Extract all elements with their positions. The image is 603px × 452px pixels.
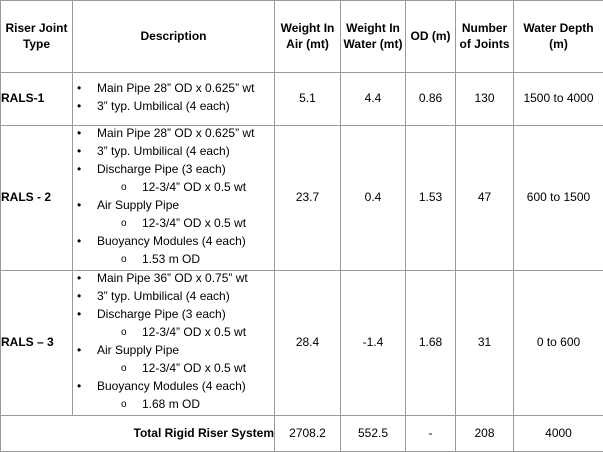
sub-bullet-icon: o xyxy=(121,253,127,266)
description-subitem-text: 1.68 m OD xyxy=(142,397,200,411)
description-item-text: Discharge Pipe (3 each) xyxy=(97,162,226,176)
water-depth-cell: 0 to 600 xyxy=(514,271,603,416)
riser-type-cell: RALS - 2 xyxy=(1,126,73,271)
description-list xyxy=(73,271,274,415)
description-subitem xyxy=(73,216,274,234)
bullet-icon: • xyxy=(77,144,81,160)
header-number-of-joints xyxy=(456,1,514,73)
description-subitem-text: 12-3/4” OD x 0.5 wt xyxy=(142,361,246,375)
description-item xyxy=(73,234,274,252)
description-cell xyxy=(73,271,275,416)
description-item xyxy=(73,289,274,307)
header-weight-in-water xyxy=(341,1,406,73)
weight-in-air-cell: 23.7 xyxy=(275,126,341,271)
bullet-icon: • xyxy=(77,343,81,359)
description-item xyxy=(73,144,274,162)
description-item-text: Buoyancy Modules (4 each) xyxy=(97,379,246,393)
header-weight-in-water-text: Weight In Water (mt) xyxy=(341,21,405,52)
total-water-depth: 4000 xyxy=(514,416,603,452)
number-of-joints-cell: 130 xyxy=(456,73,514,126)
description-item xyxy=(73,271,274,289)
bullet-icon: • xyxy=(77,198,81,214)
header-description-text: Description xyxy=(73,29,274,45)
description-item-text: Buoyancy Modules (4 each) xyxy=(97,234,246,248)
header-weight-in-air-text: Weight In Air (mt) xyxy=(275,21,340,52)
description-item xyxy=(73,307,274,325)
description-item-text: Discharge Pipe (3 each) xyxy=(97,307,226,321)
header-row xyxy=(1,1,603,73)
description-item-text: Main Pipe 28” OD x 0.625” wt xyxy=(97,126,254,140)
weight-in-water-cell: 4.4 xyxy=(341,73,406,126)
header-number-of-joints-text: Number of Joints xyxy=(456,21,513,52)
bullet-icon: • xyxy=(77,126,81,142)
bullet-icon: • xyxy=(77,99,81,115)
od-cell: 1.68 xyxy=(406,271,456,416)
table-row-rals-3 xyxy=(1,271,603,416)
table-row-rals-2 xyxy=(1,126,603,271)
description-item xyxy=(73,343,274,361)
bullet-icon: • xyxy=(77,307,81,323)
total-od: - xyxy=(406,416,456,452)
description-item xyxy=(73,126,274,144)
bullet-icon: • xyxy=(77,271,81,287)
description-subitem xyxy=(73,397,274,415)
header-weight-in-air xyxy=(275,1,341,73)
table-row-rals-1 xyxy=(1,73,603,126)
od-cell: 0.86 xyxy=(406,73,456,126)
description-item-text: 3” typ. Umbilical (4 each) xyxy=(97,289,230,303)
description-subitem xyxy=(73,252,274,270)
riser-type-cell: RALS-1 xyxy=(1,73,73,126)
sub-bullet-icon: o xyxy=(121,217,127,230)
weight-in-water-cell: 0.4 xyxy=(341,126,406,271)
sub-bullet-icon: o xyxy=(121,362,127,375)
number-of-joints-cell: 31 xyxy=(456,271,514,416)
sub-bullet-icon: o xyxy=(121,181,127,194)
description-item xyxy=(73,81,274,99)
sub-bullet-icon: o xyxy=(121,326,127,339)
weight-in-air-cell: 28.4 xyxy=(275,271,341,416)
description-subitem xyxy=(73,180,274,198)
header-description xyxy=(73,1,275,73)
water-depth-cell: 600 to 1500 xyxy=(514,126,603,271)
header-water-depth-text: Water Depth (m) xyxy=(514,21,603,52)
weight-in-water-cell: -1.4 xyxy=(341,271,406,416)
riser-type-cell: RALS – 3 xyxy=(1,271,73,416)
total-row xyxy=(1,416,603,452)
od-cell: 1.53 xyxy=(406,126,456,271)
total-number-of-joints: 208 xyxy=(456,416,514,452)
sub-bullet-icon: o xyxy=(121,398,127,411)
bullet-icon: • xyxy=(77,81,81,97)
description-item-text: 3” typ. Umbilical (4 each) xyxy=(97,99,230,113)
description-item xyxy=(73,379,274,397)
description-item-text: Main Pipe 36” OD x 0.75” wt xyxy=(97,271,248,285)
description-item-text: 3” typ. Umbilical (4 each) xyxy=(97,144,230,158)
total-label: Total Rigid Riser System xyxy=(1,416,275,452)
water-depth-cell: 1500 to 4000 xyxy=(514,73,603,126)
header-od-text: OD (m) xyxy=(406,29,455,45)
total-weight-in-air: 2708.2 xyxy=(275,416,341,452)
description-item xyxy=(73,162,274,180)
bullet-icon: • xyxy=(77,379,81,395)
number-of-joints-cell: 47 xyxy=(456,126,514,271)
description-subitem-text: 12-3/4” OD x 0.5 wt xyxy=(142,216,246,230)
description-subitem-text: 12-3/4” OD x 0.5 wt xyxy=(142,180,246,194)
description-cell xyxy=(73,73,275,126)
description-item xyxy=(73,198,274,216)
description-item-text: Air Supply Pipe xyxy=(97,343,179,357)
description-cell xyxy=(73,126,275,271)
description-list xyxy=(73,81,274,117)
header-riser-joint-type xyxy=(1,1,73,73)
description-item-text: Air Supply Pipe xyxy=(97,198,179,212)
description-subitem xyxy=(73,325,274,343)
description-item-text: Main Pipe 28” OD x 0.625” wt xyxy=(97,81,254,95)
header-riser-joint-type-text: Riser Joint Type xyxy=(1,21,72,52)
total-weight-in-water: 552.5 xyxy=(341,416,406,452)
header-water-depth xyxy=(514,1,603,73)
description-subitem-text: 12-3/4” OD x 0.5 wt xyxy=(142,325,246,339)
header-od xyxy=(406,1,456,73)
description-subitem-text: 1.53 m OD xyxy=(142,252,200,266)
bullet-icon: • xyxy=(77,289,81,305)
description-list xyxy=(73,126,274,270)
description-subitem xyxy=(73,361,274,379)
bullet-icon: • xyxy=(77,234,81,250)
bullet-icon: • xyxy=(77,162,81,178)
description-item xyxy=(73,99,274,117)
weight-in-air-cell: 5.1 xyxy=(275,73,341,126)
